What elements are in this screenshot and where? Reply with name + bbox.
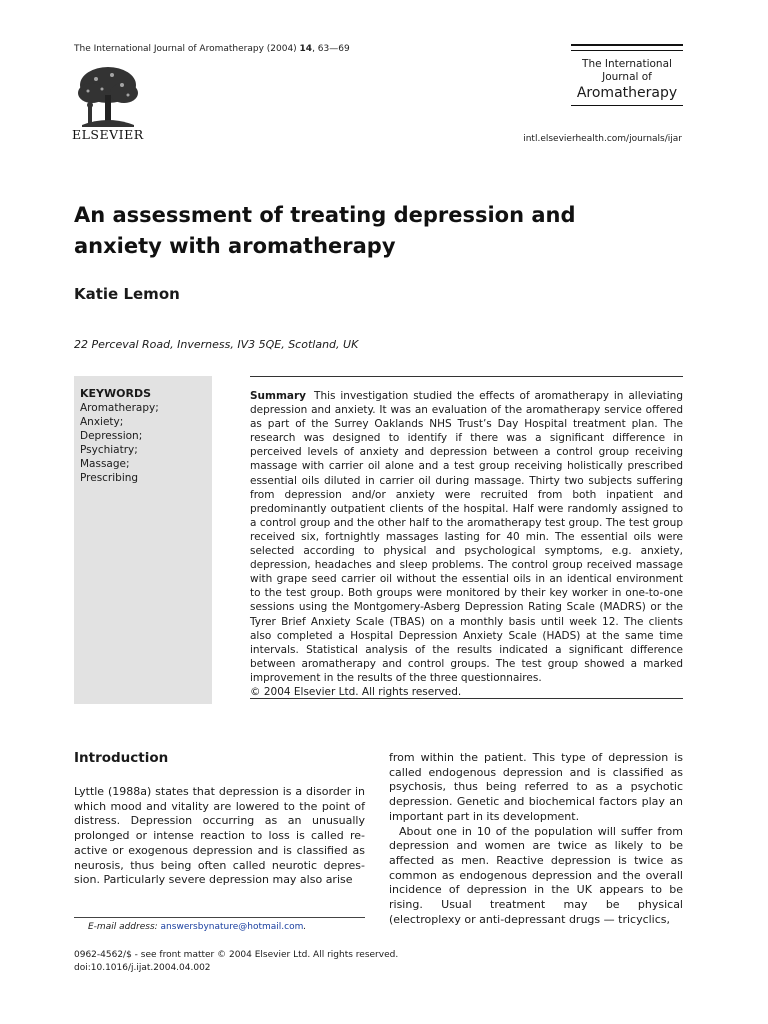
- footnote-label: E-mail address:: [88, 922, 158, 932]
- footnote-email: [88, 922, 306, 932]
- abstract: [250, 389, 683, 699]
- journal-name: Aromatherapy: [576, 85, 678, 101]
- keyword-item: Aromatherapy;: [80, 402, 159, 414]
- section-heading-introduction: Introduction: [74, 750, 169, 766]
- brand-rule-top-thin: [571, 50, 683, 51]
- email-link[interactable]: answersbynature@hotmail.com: [160, 922, 304, 932]
- footer-doi: doi:10.1016/j.ijat.2004.04.002: [74, 963, 211, 973]
- keyword-item: Depression;: [80, 430, 143, 442]
- article-title: An assessment of treating depression and anxiety with aromatherapy: [74, 203, 576, 258]
- intro-right-column: [389, 751, 683, 927]
- abstract-text: This investigation studied the effects of aromatherapy in alleviating depression and anxiety. It was an evaluation of the aromatherapy service offered as part of the Surrey Oaklands NHS Trust’s Day Hospital treatment plan. The research was designed to identify if there was a significant difference in perceived levels of anxiety and depression between a control group receiving massage with carrier oil alone and a test group receiving holistically prescribed essential oils diluted in carrier oil during massage. Thirty two subjects suffering from depression and/or anxiety were recruited from both inpatient and predominantly outpatient clients of the hospital. Half were randomly assigned to a control group and the other half to the aromatherapy test group. The test group received six, fortnightly massages lasting for 40 min. The essential oils were selected according to physical and psychological symptoms, e.g. anxiety, depression, headaches and sleep problems. The control group received massage with grape seed carrier oil without the essential oils in an identical environment to the test group. Both groups were monitored by their key worker in one-to-one sessions using the Montgomery-Asberg Depression Rating Scale (MADRS) or the Tyrer Brief Anxiety Scale (TBAS) on a monthly basis until week 12. The clients also completed a Hospital Depression Anxiety Scale (HADS) at the same time intervals. Statistical analysis of the results indicated a significant difference between aromatherapy and control groups. The test group showed a marked improvement in the results of the three questionnaires.: [250, 390, 683, 684]
- keywords-box: [74, 376, 212, 704]
- keyword-item: Prescribing: [80, 472, 139, 484]
- keywords-heading: KEYWORDS: [80, 387, 152, 400]
- abstract-label: Summary: [250, 390, 307, 402]
- footnote-rule: [74, 917, 365, 918]
- brand-rule-top: [571, 44, 683, 46]
- abstract-rule-top: [250, 376, 683, 377]
- intro-paragraph: from within the patient. This type of depression is called endogenous depression and is classified as psychosis, thus being referred to as a psychotic depression. Genetic and biochemical factors play an important part in its development.: [389, 751, 683, 823]
- journal-url-link[interactable]: intl.elsevierhealth.com/journals/ijar: [523, 134, 682, 144]
- keyword-item: Massage;: [80, 458, 130, 470]
- author-affiliation: 22 Perceval Road, Inverness, IV3 5QE, Scotland, UK: [74, 338, 359, 351]
- citation-pages: , 63—69: [312, 44, 350, 54]
- footnote-end: .: [303, 922, 307, 932]
- abstract-rule-bottom: [250, 698, 683, 699]
- journal-title-line1: The International: [582, 58, 672, 70]
- keywords-list: [74, 401, 212, 485]
- intro-paragraph: About one in 10 of the population will suffer from depression and women are twice as likely to be affected as men. Reactive depression is twice as common as endogenous depression and the overall incidence of depression in the UK appears to be rising. Usual treatment may be physical (electroplexy or anti-depressant drugs — tricyclics,: [389, 824, 683, 926]
- intro-left-column: Lyttle (1988a) states that depression is a disorder in which mood and vitality are lowered to the point of distress. Depression occurring as an unusually prolonged or intense reaction to loss is called reactive or exogenous depression and is classified as neurosis, thus being often called neurotic depression. Particularly severe depression may also arise: [74, 785, 365, 887]
- journal-brand: [571, 44, 683, 106]
- brand-rule-bottom: [571, 105, 683, 106]
- page-footer: [74, 949, 398, 975]
- journal-title-line2: Journal of: [602, 71, 652, 83]
- citation-volume: 14: [299, 44, 313, 54]
- publisher-name: ELSEVIER: [72, 127, 144, 142]
- author-name: Katie Lemon: [74, 285, 180, 303]
- keyword-item: Anxiety;: [80, 416, 124, 428]
- citation-prefix: The International Journal of Aromatherapy (2004): [74, 44, 300, 54]
- keyword-item: Psychiatry;: [80, 444, 138, 456]
- footer-copyright: 0962-4562/$ - see front matter © 2004 Elsevier Ltd. All rights reserved.: [74, 950, 399, 960]
- abstract-copyright: © 2004 Elsevier Ltd. All rights reserved.: [250, 685, 462, 698]
- journal-citation: [74, 44, 350, 54]
